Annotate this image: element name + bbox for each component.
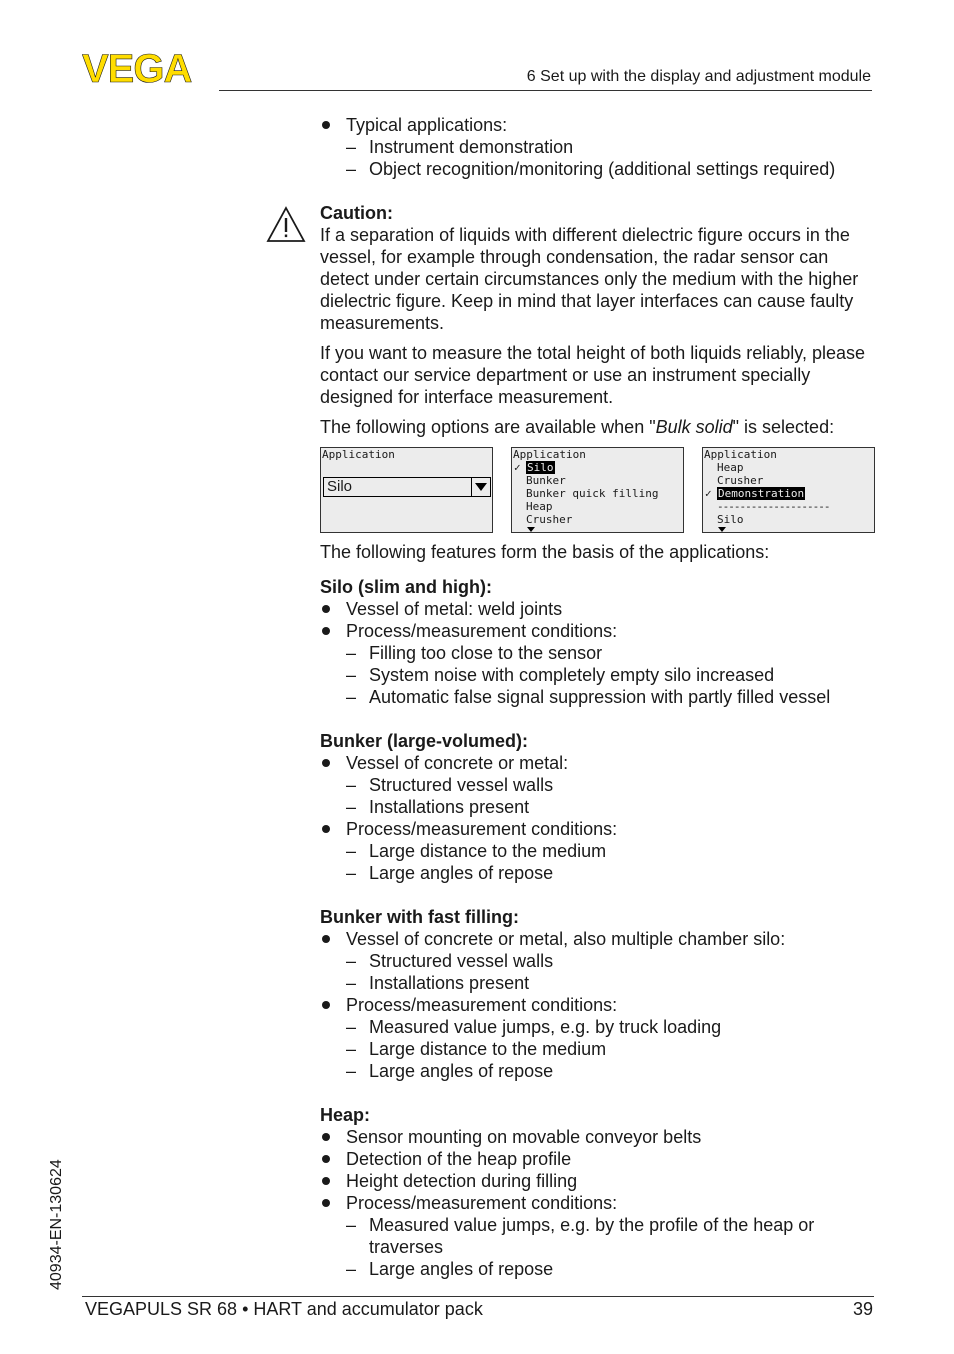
list-item: – System noise with completely empty silo increased xyxy=(346,664,880,686)
footer-product: VEGAPULS SR 68 • HART and accumulator pack xyxy=(85,1299,483,1319)
lcd-menu-item[interactable]: Bunker quick filling xyxy=(526,487,659,500)
vega-logo-text: VEGA xyxy=(82,50,192,86)
section-heading: Silo (slim and high): xyxy=(320,577,492,597)
section-heading: Bunker with fast filling: xyxy=(320,907,520,927)
lcd-title: Application xyxy=(322,448,395,461)
lcd-menu-item[interactable]: Crusher xyxy=(526,513,573,526)
page-number: 39 xyxy=(852,1299,873,1319)
lcd-menu-item[interactable]: Silo xyxy=(717,513,744,526)
main-content xyxy=(320,114,880,1280)
dropdown-arrow-icon[interactable] xyxy=(471,478,490,496)
checkmark-icon: ✓ xyxy=(514,461,521,474)
lcd-menu-item[interactable]: Bunker xyxy=(526,474,566,487)
section-heading: Bunker (large-volumed): xyxy=(320,731,529,751)
section-title: 6 Set up with the display and adjustment module xyxy=(526,68,871,85)
list-item: – Structured vessel walls xyxy=(346,950,880,972)
lcd-menu-item[interactable]: Crusher xyxy=(717,474,764,487)
list-item: – Filling too close to the sensor xyxy=(346,642,880,664)
application-select[interactable]: Silo xyxy=(323,477,491,497)
display-screens xyxy=(320,447,875,533)
heap-list xyxy=(320,1126,880,1280)
lcd-menu-item[interactable]: ✓ Silo xyxy=(514,461,554,474)
list-item: Process/measurement conditions: – Filling too close to the sensor – System noise with completely empty silo increased – Automatic false signal suppression with partly filled vessel xyxy=(320,620,880,708)
list-item: – Structured vessel walls xyxy=(346,774,880,796)
list-item: – Installations present xyxy=(346,796,880,818)
warning-icon xyxy=(266,206,306,244)
list-item: Height detection during filling xyxy=(320,1170,880,1192)
silo-list xyxy=(320,598,880,708)
list-item: – Large angles of repose xyxy=(346,862,880,884)
lcd-separator: -------------------- xyxy=(717,500,830,513)
lcd-menu-item[interactable]: Heap xyxy=(717,461,744,474)
list-item: Sensor mounting on movable conveyor belts xyxy=(320,1126,880,1148)
caution-paragraph: If you want to measure the total height of both liquids reliably, please contact our service department or use an instrument specially designed for interface measurement. xyxy=(320,343,865,407)
list-item: – Measured value jumps, e.g. by truck loading xyxy=(346,1016,880,1038)
lcd-menu-item[interactable]: ✓ Demonstration xyxy=(705,487,805,500)
lcd-screen-application xyxy=(320,447,493,533)
footer-rule xyxy=(82,1296,874,1297)
bunker-list xyxy=(320,752,880,884)
list-item: – Object recognition/monitoring (additional settings required) xyxy=(346,158,880,180)
list-item: Vessel of concrete or metal: – Structured vessel walls – Installations present xyxy=(320,752,880,818)
list-item: – Measured value jumps, e.g. by the profile of the heap or traverses xyxy=(346,1214,880,1258)
list-item: – Installations present xyxy=(346,972,880,994)
scroll-down-icon xyxy=(527,527,535,532)
options-sentence: The following options are available when "Bulk solid" is selected: xyxy=(320,417,835,437)
vega-logo xyxy=(82,50,214,86)
list-item: Process/measurement conditions: – Measured value jumps, e.g. by truck loading – Large distance to the medium – Large angles of repose xyxy=(320,994,880,1082)
list-item: Process/measurement conditions: – Measured value jumps, e.g. by the profile of the heap or traverses – Large angles of repose xyxy=(320,1192,880,1280)
caution-title: Caution: xyxy=(320,203,393,223)
lcd-title: Application xyxy=(513,448,586,461)
features-intro: The following features form the basis of the applications: xyxy=(320,542,770,562)
list-item: – Large distance to the medium xyxy=(346,840,880,862)
lcd-title: Application xyxy=(704,448,777,461)
lcd-menu-item[interactable]: Heap xyxy=(526,500,553,513)
list-item: Vessel of metal: weld joints xyxy=(320,598,880,620)
list-item: Detection of the heap profile xyxy=(320,1148,880,1170)
lcd-screen-list-1 xyxy=(511,447,684,533)
caution-text: If a separation of liquids with different dielectric figure occurs in the vessel, for example through condensation, the radar sensor can detect under certain circumstances only the medium with the higher dielectric figure. Keep in mind that layer interfaces can cause faulty measurements. xyxy=(320,225,859,333)
bunker-fast-list xyxy=(320,928,880,1082)
list-item: – Large angles of repose xyxy=(346,1258,880,1280)
list-item: – Automatic false signal suppression with partly filled vessel xyxy=(346,686,880,708)
list-item: – Large distance to the medium xyxy=(346,1038,880,1060)
list-item: Process/measurement conditions: – Large distance to the medium – Large angles of repose xyxy=(320,818,880,884)
lcd-screen-list-2 xyxy=(702,447,875,533)
scroll-down-icon xyxy=(718,527,726,532)
intro-list xyxy=(320,114,880,180)
section-heading: Heap: xyxy=(320,1105,371,1125)
list-item: – Large angles of repose xyxy=(346,1060,880,1082)
list-item: – Instrument demonstration xyxy=(346,136,880,158)
list-item: Vessel of concrete or metal, also multiple chamber silo: – Structured vessel walls – Installations present xyxy=(320,928,880,994)
list-item: Typical applications: – Instrument demonstration – Object recognition/monitoring (additional settings required) xyxy=(320,114,880,180)
header-rule xyxy=(219,90,872,91)
document-code: 40934-EN-130624 xyxy=(48,1159,65,1290)
checkmark-icon: ✓ xyxy=(705,487,712,500)
